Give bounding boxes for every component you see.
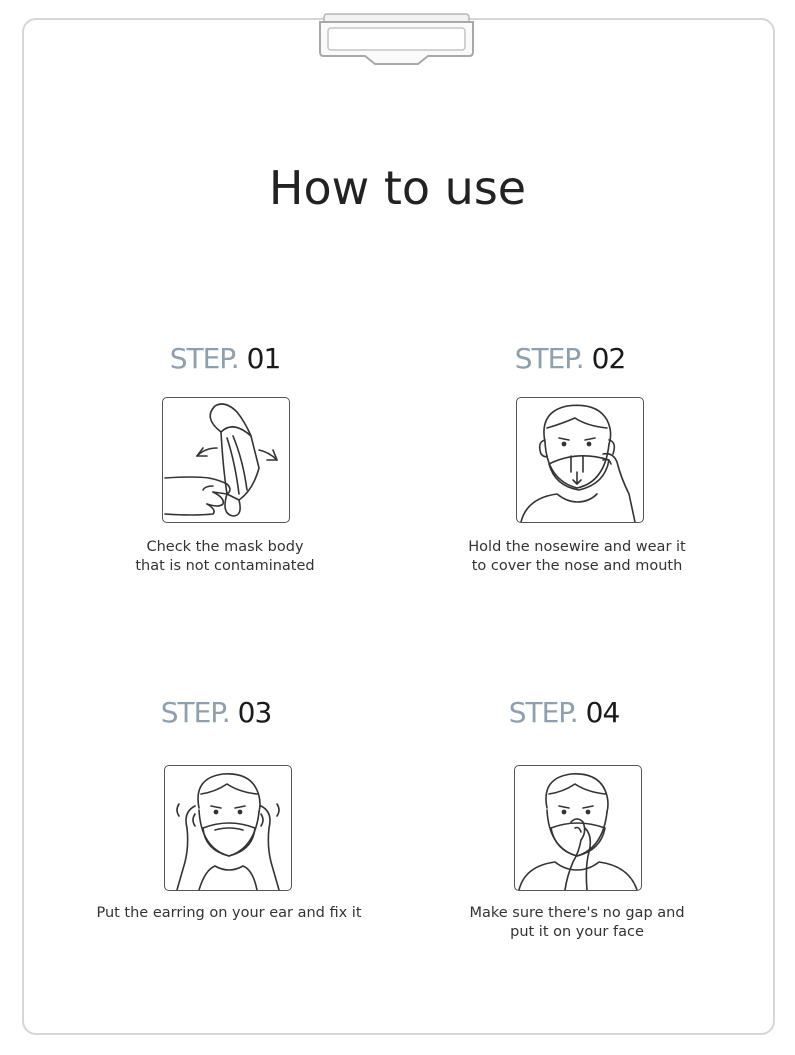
caption-line: Make sure there's no gap and <box>469 905 685 921</box>
caption-line: Put the earring on your ear and fix it <box>96 905 362 921</box>
caption-line: that is not contaminated <box>135 558 315 574</box>
step-1-caption <box>75 538 375 576</box>
step-3-heading <box>66 696 366 730</box>
caption-line: put it on your face <box>510 924 644 940</box>
step-1-heading <box>75 342 375 376</box>
step-prefix: STEP. <box>514 342 584 375</box>
step-number: 03 <box>237 696 272 729</box>
step-prefix: STEP. <box>508 696 578 729</box>
step-number: 01 <box>246 342 281 375</box>
step-3-caption <box>79 904 379 923</box>
ear-loop-icon <box>164 765 292 891</box>
step-2-caption <box>427 538 727 576</box>
nosewire-icon <box>516 397 644 523</box>
step-2-heading <box>420 342 720 376</box>
clipboard-clip-icon <box>318 12 475 68</box>
caption-line: Check the mask body <box>146 539 304 555</box>
step-number: 02 <box>591 342 626 375</box>
step-4-caption <box>427 904 727 942</box>
page-title: How to use <box>268 161 527 215</box>
step-number: 04 <box>585 696 620 729</box>
mask-inspect-icon <box>162 397 290 523</box>
seal-check-icon <box>514 765 642 891</box>
caption-line: Hold the nosewire and wear it <box>468 539 686 555</box>
step-4-heading <box>414 696 714 730</box>
step-prefix: STEP. <box>169 342 239 375</box>
step-prefix: STEP. <box>160 696 230 729</box>
caption-line: to cover the nose and mouth <box>471 558 683 574</box>
